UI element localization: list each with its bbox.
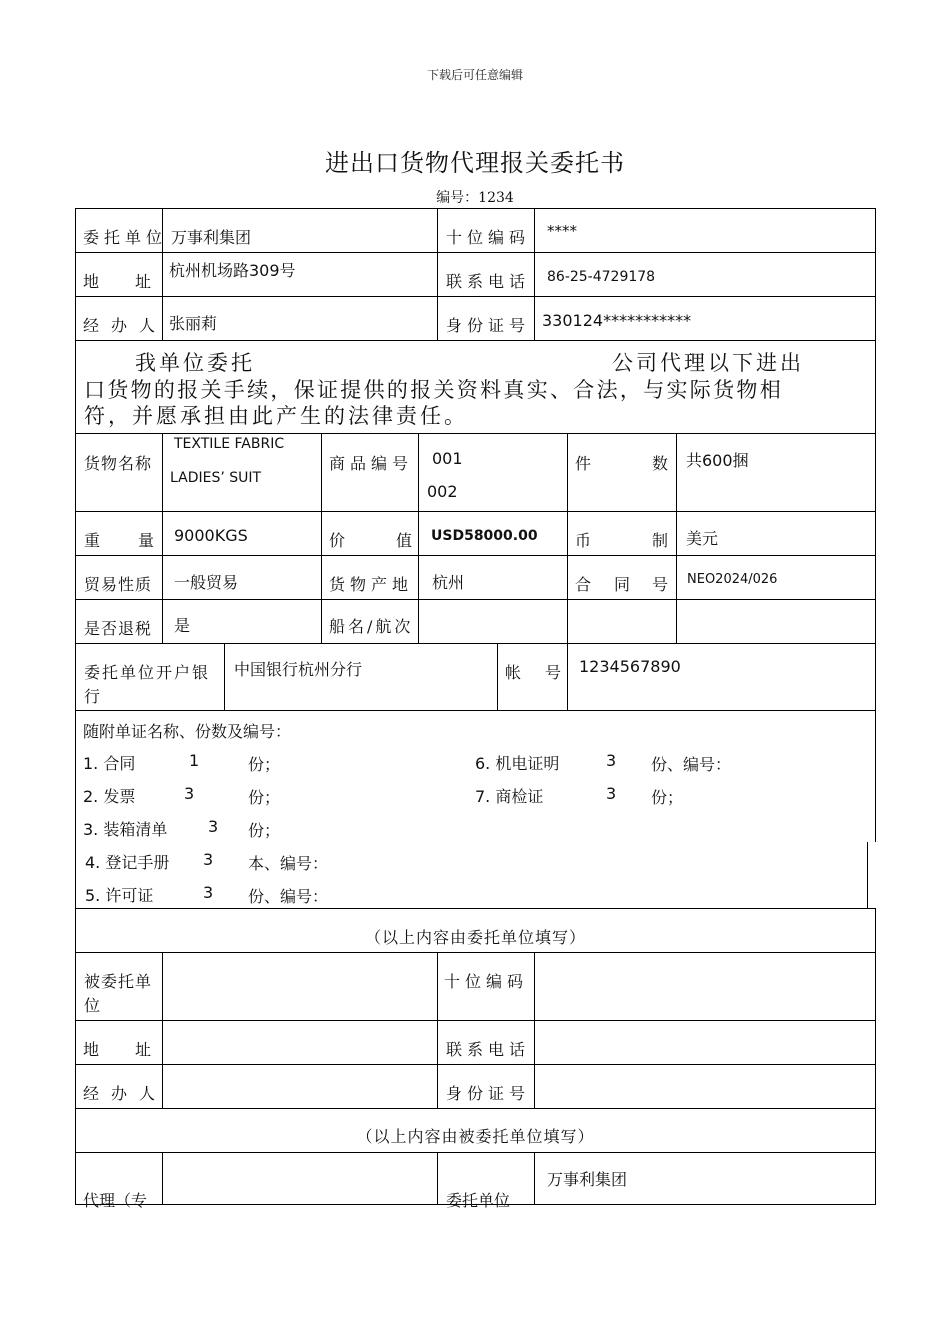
goods-name-value-2: LADIES’ SUIT [170, 470, 262, 486]
statement-line1a: 我单位委托 [135, 351, 255, 375]
footer-client-value: 万事利集团 [547, 1170, 628, 1189]
agent-id-label: 身份证号 [446, 1084, 531, 1103]
attachment-4-unit: 本、编号： [248, 854, 329, 873]
attachment-2-name: 2. 发票 [83, 787, 136, 806]
goods-origin-label: 货物产地 [329, 575, 414, 594]
goods-value-label-2: 值 [396, 531, 413, 550]
attachment-7-unit: 份； [651, 788, 684, 807]
goods-name-value-1: TEXTILE FABRIC [174, 436, 285, 452]
goods-contract-label-1: 合 [575, 575, 592, 594]
client-phone-label: 联系电话 [446, 272, 531, 291]
attachment-3-name: 3. 装箱清单 [83, 820, 168, 839]
client-address-label: 地址 [83, 272, 188, 291]
attachment-2-unit: 份； [248, 788, 281, 807]
attachment-1-unit: 份； [248, 755, 281, 774]
goods-currency-label-2: 制 [652, 531, 669, 550]
statement-line3: 符，并愿承担由此产生的法律责任。 [84, 404, 468, 428]
attachment-5-name: 5. 许可证 [85, 886, 154, 905]
goods-name-label: 货物名称 [84, 454, 153, 473]
client-code-value: **** [547, 222, 577, 240]
attachment-3-unit: 份； [248, 821, 281, 840]
agent-code-label: 十位编码 [444, 972, 529, 991]
goods-pieces-label-1: 件 [575, 454, 592, 473]
goods-contract-label-2: 同 [614, 575, 631, 594]
agent-unit-label-2: 位 [84, 996, 101, 1015]
client-id-label: 身份证号 [446, 316, 531, 335]
goods-currency-label-1: 币 [575, 531, 592, 550]
client-handler-label: 经办人 [83, 316, 168, 335]
goods-code-value-2: 002 [427, 482, 458, 501]
bank-label-1: 委托单位开户银 [84, 663, 211, 682]
attachment-4-count: 3 [203, 850, 214, 869]
attachment-1-name: 1. 合同 [83, 754, 136, 773]
goods-pieces-label-2: 数 [652, 454, 669, 473]
statement-line2: 口货物的报关手续，保证提供的报关资料真实、合法，与实际货物相 [84, 378, 783, 402]
bank-value: 中国银行杭州分行 [234, 660, 363, 679]
agent-phone-label: 联系电话 [446, 1040, 531, 1059]
attachment-6-name: 6. 机电证明 [475, 754, 560, 773]
client-unit-value: 万事利集团 [171, 228, 252, 247]
client-unit-label: 委托单位 [83, 228, 168, 247]
goods-origin-value: 杭州 [432, 573, 465, 592]
bank-label-2: 行 [84, 687, 101, 706]
goods-weight-value: 9000KGS [174, 526, 248, 545]
statement-line1b: 公司代理以下进出 [612, 351, 804, 375]
attachment-7-count: 3 [606, 784, 617, 803]
agent-address-label: 地址 [83, 1040, 188, 1059]
goods-refund-label: 是否退税 [84, 619, 153, 638]
footer-client-label: 委托单位 [446, 1191, 511, 1210]
footer-agent-label: 代理（专 [83, 1191, 148, 1210]
goods-contract-label-3: 号 [652, 575, 669, 594]
bank-account-label-2: 号 [545, 663, 562, 682]
attachment-7-name: 7. 商检证 [475, 787, 544, 806]
serial-number: 编号：1234 [436, 190, 514, 206]
goods-weight-label-2: 量 [138, 531, 155, 550]
goods-contract-value: NEO2024/026 [687, 572, 778, 587]
document-title: 进出口货物代理报关委托书 [325, 149, 625, 177]
goods-value-value: USD58000.00 [431, 528, 538, 544]
attachment-6-unit: 份、编号： [651, 755, 732, 774]
attachment-5-unit: 份、编号： [248, 887, 329, 906]
goods-code-value-1: 001 [432, 449, 463, 468]
attachment-2-count: 3 [184, 784, 195, 803]
attachment-3-count: 3 [208, 817, 219, 836]
bank-account-value: 1234567890 [579, 657, 681, 676]
goods-refund-value: 是 [174, 616, 191, 635]
goods-value-label-1: 价 [329, 531, 346, 550]
client-code-label: 十位编码 [446, 228, 531, 247]
attachment-5-count: 3 [203, 883, 214, 902]
client-id-value: 330124*********** [542, 311, 692, 330]
goods-currency-value: 美元 [686, 529, 719, 548]
client-fill-note: （以上内容由委托单位填写） [364, 928, 586, 947]
attachment-1-count: 1 [189, 751, 200, 770]
page-header-note: 下载后可任意编辑 [426, 68, 523, 82]
goods-trade-label: 贸易性质 [84, 575, 153, 594]
client-address-value: 杭州机场路309号 [169, 261, 296, 280]
client-handler-value: 张丽莉 [169, 314, 218, 333]
agent-unit-label-1: 被委托单 [84, 972, 153, 991]
bank-account-label-1: 帐 [505, 663, 522, 682]
attachments-heading: 随附单证名称、份数及编号： [83, 722, 292, 741]
goods-trade-value: 一般贸易 [174, 573, 239, 592]
client-phone-value: 86-25-4729178 [547, 269, 656, 285]
attachment-6-count: 3 [606, 751, 617, 770]
goods-code-label: 商品编号 [329, 454, 414, 473]
attachment-4-name: 4. 登记手册 [85, 853, 170, 872]
goods-weight-label-1: 重 [84, 531, 101, 550]
goods-ship-label: 船名/航次 [329, 617, 414, 636]
goods-pieces-value: 共600捆 [686, 451, 749, 470]
agent-handler-label: 经办人 [83, 1084, 168, 1103]
agent-fill-note: （以上内容由被委托单位填写） [356, 1127, 595, 1146]
